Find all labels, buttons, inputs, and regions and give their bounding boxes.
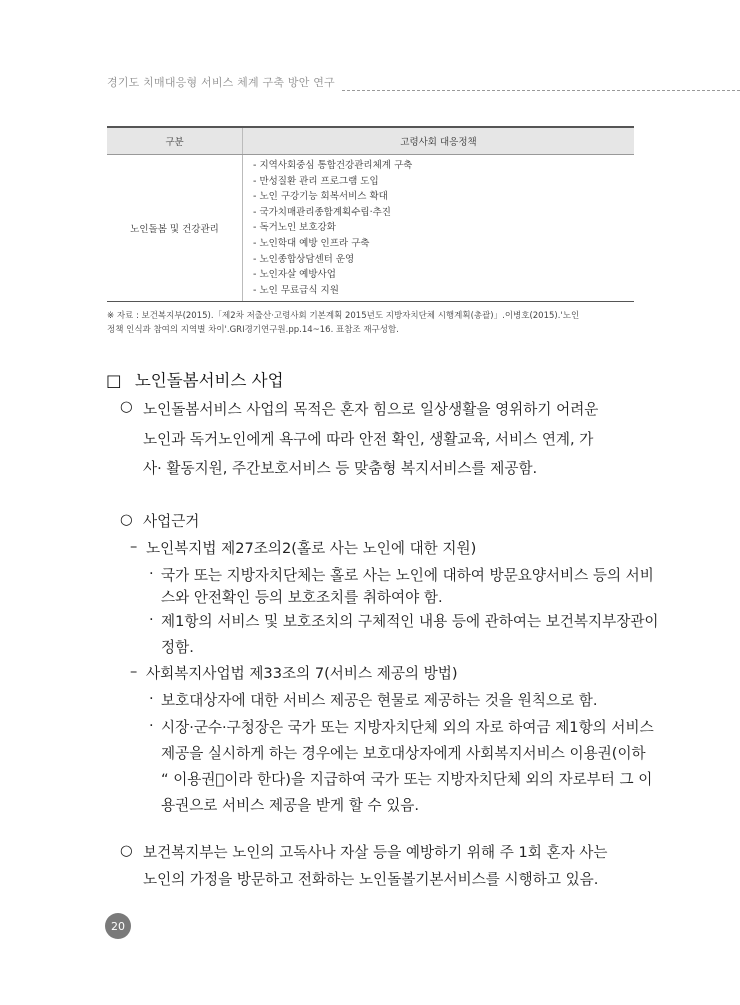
paragraph-line: 용권으로 서비스 제공을 받게 할 수 있음. (161, 797, 420, 814)
table-header-policy: 고령사회 대응정책 (243, 127, 635, 155)
policy-item: - 노인종합상담센터 운영 (253, 253, 355, 265)
law-reference: 노인복지법 제27조의2(홀로 사는 노인에 대한 지원) (146, 540, 477, 557)
paragraph-line: “ 이용권 이라 한다)을 지급하여 국가 또는 지방자치단체 외의 자로부터 그 이 (161, 771, 653, 788)
running-header-title: 경기도 치매대응형 서비스 체계 구축 방안 연구 (107, 76, 335, 89)
policy-item: - 노인학대 예방 인프라 구축 (253, 237, 370, 249)
policy-item: - 노인 무료급식 지원 (253, 284, 339, 296)
paragraph-line: 스와 안전확인 등의 보호조치를 취하여야 함. (161, 589, 443, 606)
table-header-category: 구분 (107, 127, 243, 155)
dot-bullet-icon: · (149, 717, 154, 734)
paragraph-line: 시장·군수·구청장은 국가 또는 지방자치단체 외의 자로 하여금 제1항의 서비스 (161, 719, 654, 736)
paragraph-line: 보호대상자에 대한 서비스 제공은 현물로 제공하는 것을 원칙으로 함. (161, 692, 598, 709)
paragraph-line: 노인과 독거노인에게 욕구에 따라 안전 확인, 생활교육, 서비스 연계, 가 (143, 431, 594, 448)
circle-bullet-icon: ○ (120, 398, 133, 415)
policy-item: - 노인자살 예방사업 (253, 269, 336, 281)
dash-bullet-icon: – (130, 663, 138, 680)
circle-bullet-icon: ○ (120, 511, 133, 528)
paragraph-line: 노인돌봄서비스 사업의 목적은 혼자 힘으로 일상생활을 영위하기 어려운 (143, 401, 599, 418)
policy-item: - 만성질환 관리 프로그램 도입 (253, 175, 379, 187)
section-heading (106, 367, 284, 391)
paragraph-line: 사· 활동지원, 주간보호서비스 등 맞춤형 복지서비스를 제공함. (143, 460, 538, 477)
paragraph-line: 노인의 가정을 방문하고 전화하는 노인돌볼기본서비스를 시행하고 있음. (143, 871, 599, 888)
table-header-row (107, 127, 634, 155)
policy-item: - 국가치매관리종합계획수립·추진 (253, 206, 391, 218)
paragraph-line: 제1항의 서비스 및 보호조치의 구체적인 내용 등에 관하여는 보건복지부장관이 (161, 613, 659, 630)
table-cell-category: 노인돌봄 및 건강관리 (107, 155, 243, 302)
table-source-note (107, 309, 637, 337)
table-row (107, 155, 634, 302)
paragraph-line: 정함. (161, 639, 194, 656)
paragraph-line: 국가 또는 지방자치단체는 홀로 사는 노인에 대하여 방문요양서비스 등의 서비 (161, 567, 654, 584)
policy-item: - 지역사회중심 통합건강관리체계 구축 (253, 160, 413, 171)
section-title: 노인돌봄서비스 사업 (134, 371, 284, 390)
paragraph-line: 제공을 실시하게 하는 경우에는 보호대상자에게 사회복지서비스 이용권(이하 (161, 745, 646, 762)
dash-bullet-icon: – (130, 538, 138, 555)
page-number-badge: 20 (105, 913, 131, 939)
circle-bullet-icon: ○ (120, 842, 133, 859)
square-bullet-icon: □ (106, 371, 122, 390)
law-reference: 사회복지사업법 제33조의 7(서비스 제공의 방법) (146, 665, 458, 682)
policy-item: - 독거노인 보호강화 (253, 222, 336, 234)
policy-table (107, 126, 634, 302)
policy-item: - 노인 구강기능 회복서비스 확대 (253, 191, 388, 203)
table-cell-policy-list (243, 155, 635, 302)
header-dashed-rule (342, 90, 740, 91)
paragraph-line: 보건복지부는 노인의 고독사나 자살 등을 예방하기 위해 주 1회 혼자 사는 (143, 844, 608, 861)
dot-bullet-icon: · (149, 690, 154, 707)
source-note-line: ※ 자료 : 보건복지부(2015).「제2차 저출산·고령사회 기본계획 2015년도 지방자치단체 시행계획(총괄)」.이병호(2015).'노인 (107, 311, 580, 321)
subsection-title: 사업근거 (143, 513, 200, 530)
source-note-line: 정책 인식과 참여의 지역별 차이'.GRI경기연구원.pp.14~16. 표참조 재구성함. (107, 325, 399, 335)
dot-bullet-icon: · (149, 611, 154, 628)
dot-bullet-icon: · (149, 565, 154, 582)
